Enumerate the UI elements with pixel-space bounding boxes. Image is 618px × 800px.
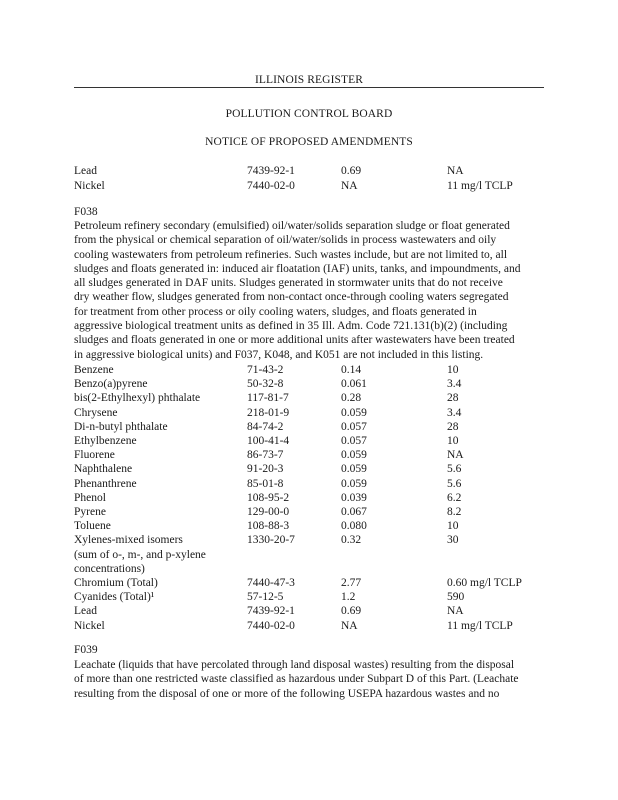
nonwastewater-value-cell: 5.6	[447, 463, 462, 476]
constituent-cell: Cyanides (Total)¹	[74, 591, 155, 604]
nonwastewater-value-cell: 3.4	[447, 378, 462, 391]
register-title: ILLINOIS REGISTER	[254, 74, 364, 86]
wastewater-value-cell: 1.2	[341, 591, 356, 604]
table-row	[0, 462, 618, 476]
cas-number-cell: 91-20-3	[247, 463, 284, 476]
cas-number-cell: 7439-92-1	[247, 165, 295, 177]
cas-number-cell: 7439-92-1	[247, 605, 295, 618]
constituent-cell: Toluene	[74, 520, 111, 533]
cas-number-cell: 84-74-2	[247, 420, 284, 433]
nonwastewater-value-cell: 590	[447, 591, 465, 604]
constituent-cell: Chrysene	[74, 406, 118, 419]
table-row	[0, 576, 618, 590]
constituent-cell: Lead	[74, 605, 97, 618]
header-rule	[74, 87, 544, 88]
table-row	[0, 491, 618, 505]
cas-number-cell: 86-73-7	[247, 449, 284, 462]
table-row	[0, 619, 618, 633]
table-row	[0, 363, 618, 377]
constituent-cell: bis(2-Ethylhexyl) phthalate	[74, 392, 201, 405]
paragraph-line: resulting from the disposal of one or more of the following USEPA hazardous wastes and no	[74, 687, 500, 700]
notice-title: NOTICE OF PROPOSED AMENDMENTS	[205, 136, 413, 148]
paragraph-line: dry weather flow, sludges generated from non-contact once-through cooling waters segregated	[74, 291, 509, 304]
wastewater-value-cell: 0.039	[341, 491, 367, 504]
table-row	[0, 391, 618, 405]
cas-number-cell: 108-88-3	[247, 520, 290, 533]
constituent-cell: Di-n-butyl phthalate	[74, 420, 168, 433]
f039-description	[74, 658, 554, 701]
board-title: POLLUTION CONTROL BOARD	[225, 108, 393, 120]
wastewater-value-cell: 0.14	[341, 364, 362, 376]
wastewater-value-cell: 0.059	[341, 463, 367, 476]
table-row	[0, 420, 618, 434]
constituent-cell: Nickel	[74, 619, 105, 632]
table-row	[0, 562, 618, 576]
wastewater-value-cell: 0.32	[341, 534, 362, 547]
cas-number-cell: 1330-20-7	[247, 534, 295, 547]
nonwastewater-value-cell: 6.2	[447, 491, 462, 504]
constituent-cell: Xylenes-mixed isomers	[74, 534, 183, 547]
wastewater-value-cell: 0.061	[341, 378, 367, 391]
f038-description	[74, 219, 554, 362]
wastewater-value-cell: 0.080	[341, 520, 367, 533]
cas-number-cell: 100-41-4	[247, 435, 290, 447]
paragraph-line: all sludges generated in DAF units. Sludges generated in stormwater units that do not receive	[74, 277, 503, 290]
paragraph-line: from the physical or chemical separation of oil/water/solids in process wastewaters and oily	[74, 234, 497, 247]
paragraph-line: of more than one restricted waste classified as hazardous under Subpart D of this Part. (Leachate	[74, 673, 519, 686]
nonwastewater-value-cell: 8.2	[447, 506, 462, 518]
cas-number-cell: 57-12-5	[247, 591, 284, 604]
wastewater-value-cell: 0.059	[341, 477, 367, 490]
table-row	[0, 179, 618, 193]
wastewater-value-cell: 0.057	[341, 420, 367, 433]
constituent-cell: Chromium (Total)	[74, 577, 158, 589]
nonwastewater-value-cell: NA	[447, 165, 464, 177]
constituent-cell: (sum of o-, m-, and p-xylene	[74, 548, 206, 561]
section-id-f039: F039	[74, 644, 98, 656]
nonwastewater-value-cell: 10	[447, 520, 459, 533]
cas-number-cell: 7440-02-0	[247, 619, 295, 632]
wastewater-value-cell: 2.77	[341, 577, 362, 589]
cas-number-cell: 71-43-2	[247, 364, 284, 376]
constituent-cell: Fluorene	[74, 449, 115, 462]
constituent-cell: Phenanthrene	[74, 477, 137, 490]
constituent-cell: Ethylbenzene	[74, 435, 137, 447]
nonwastewater-value-cell: 5.6	[447, 477, 462, 490]
paragraph-line: aggressive biological treatment units as defined in 35 Ill. Adm. Code 721.131(b)(2) (including	[74, 320, 508, 333]
constituent-cell: Benzene	[74, 364, 114, 376]
nonwastewater-value-cell: NA	[447, 605, 464, 618]
paragraph-line: Petroleum refinery secondary (emulsified) oil/water/solids separation sludge or float generated	[74, 220, 510, 232]
table-row	[0, 377, 618, 391]
nonwastewater-value-cell: 10	[447, 435, 459, 447]
constituent-cell: Pyrene	[74, 506, 106, 518]
nonwastewater-value-cell: 11 mg/l TCLP	[447, 619, 513, 632]
wastewater-value-cell: 0.69	[341, 165, 362, 177]
section-id-f038: F038	[74, 206, 98, 218]
cas-number-cell: 7440-47-3	[247, 577, 295, 589]
table-row	[0, 519, 618, 533]
constituent-cell: Naphthalene	[74, 463, 133, 476]
table-row	[0, 448, 618, 462]
table-row	[0, 548, 618, 562]
cas-number-cell: 50-32-8	[247, 378, 284, 391]
table-row	[0, 533, 618, 547]
nonwastewater-value-cell: 10	[447, 364, 459, 376]
wastewater-value-cell: NA	[341, 619, 358, 632]
nonwastewater-value-cell: 28	[447, 392, 459, 405]
constituent-cell: Nickel	[74, 179, 105, 192]
constituent-cell: Benzo(a)pyrene	[74, 378, 148, 391]
table-row	[0, 505, 618, 519]
table-row	[0, 590, 618, 604]
table-row	[0, 406, 618, 420]
constituent-cell: Phenol	[74, 491, 106, 504]
nonwastewater-value-cell: 11 mg/l TCLP	[447, 179, 513, 192]
wastewater-value-cell: 0.28	[341, 392, 362, 405]
wastewater-value-cell: 0.057	[341, 435, 367, 447]
cas-number-cell: 85-01-8	[247, 477, 284, 490]
cas-number-cell: 117-81-7	[247, 392, 289, 405]
cas-number-cell: 129-00-0	[247, 506, 290, 518]
cas-number-cell: 108-95-2	[247, 491, 290, 504]
wastewater-value-cell: 0.059	[341, 406, 367, 419]
paragraph-line: cooling wastewaters from petroleum refineries. Such wastes include, but are not limited to, all	[74, 248, 508, 261]
constituent-cell: concentrations)	[74, 562, 145, 575]
wastewater-value-cell: 0.059	[341, 449, 367, 462]
paragraph-line: in aggressive biological units) and F037, K048, and K051 are not included in this listing.	[74, 348, 484, 361]
paragraph-line: for treatment from other process or oily cooling waters, sludges, and floats generated in	[74, 305, 477, 318]
paragraph-line: sludges and floats generated in: induced air floatation (IAF) units, tanks, and impoundments, and	[74, 262, 521, 275]
paragraph-line: Leachate (liquids that have percolated through land disposal wastes) resulting from the disposal	[74, 659, 515, 671]
nonwastewater-value-cell: NA	[447, 449, 464, 462]
table-row	[0, 477, 618, 491]
constituent-cell: Lead	[74, 165, 97, 177]
nonwastewater-value-cell: 0.60 mg/l TCLP	[447, 577, 522, 589]
table-row	[0, 434, 618, 448]
wastewater-value-cell: NA	[341, 179, 358, 192]
table-row	[0, 604, 618, 618]
cas-number-cell: 7440-02-0	[247, 179, 295, 192]
wastewater-value-cell: 0.69	[341, 605, 362, 618]
wastewater-value-cell: 0.067	[341, 506, 367, 518]
table-row	[0, 164, 618, 178]
nonwastewater-value-cell: 28	[447, 420, 459, 433]
nonwastewater-value-cell: 3.4	[447, 406, 462, 419]
cas-number-cell: 218-01-9	[247, 406, 290, 419]
paragraph-line: sludges and floats generated in one or more additional units after wastewaters have been treated	[74, 334, 515, 347]
nonwastewater-value-cell: 30	[447, 534, 459, 547]
